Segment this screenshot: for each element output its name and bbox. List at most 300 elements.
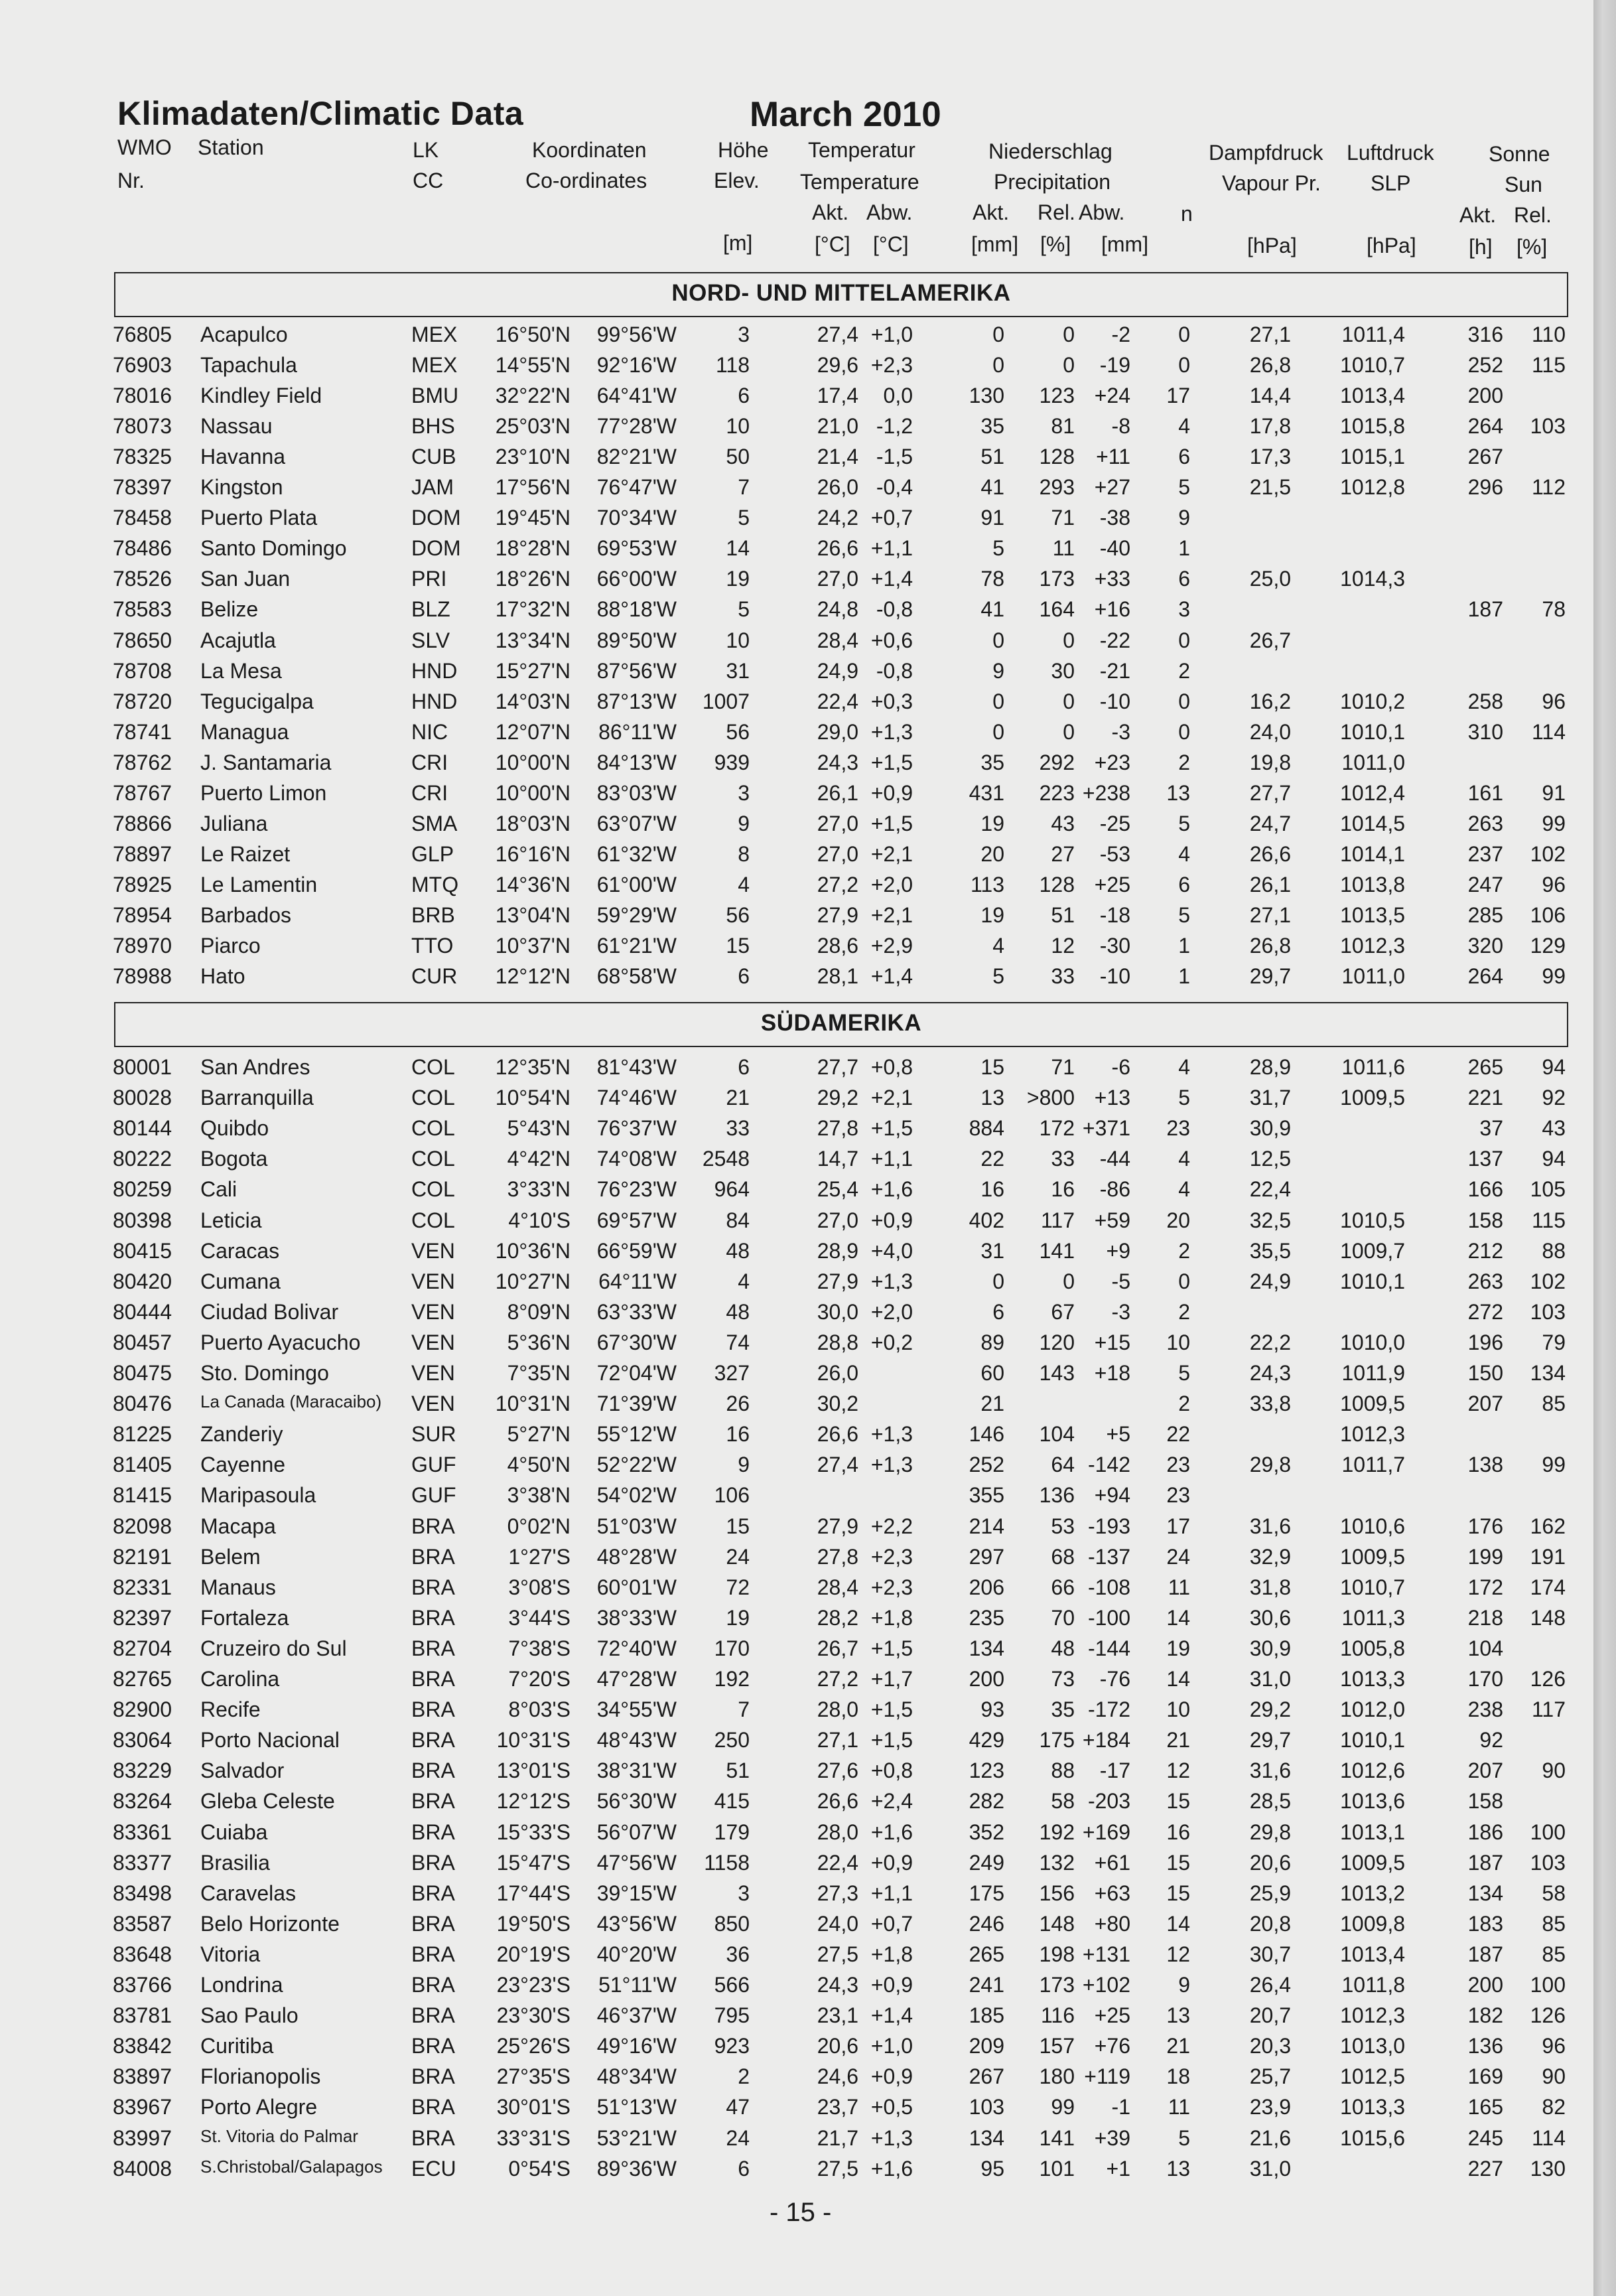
cell-station: Acapulco xyxy=(200,323,288,346)
cell-country: VEN xyxy=(411,1361,455,1385)
cell-temp: 24,3 xyxy=(817,750,858,774)
cell-lon: 47°28'W xyxy=(596,1667,677,1691)
table-row xyxy=(0,1239,1593,1269)
cell-lat: 13°01'S xyxy=(496,1758,571,1783)
cell-wmo: 78925 xyxy=(113,872,172,897)
cell-temp-dev: +2,3 xyxy=(870,353,913,378)
cell-wmo: 80476 xyxy=(113,1392,172,1416)
header-temp-akt: Akt. xyxy=(812,200,849,224)
cell-vapour: 24,9 xyxy=(1249,1269,1291,1293)
cell-lat: 4°10'S xyxy=(508,1208,571,1232)
cell-rain-days: 17 xyxy=(1166,1514,1190,1538)
header-wmo: WMO xyxy=(117,135,172,159)
cell-lon: 99°56'W xyxy=(596,323,677,346)
cell-temp-dev: +1,0 xyxy=(870,2034,913,2058)
cell-sun: 258 xyxy=(1467,689,1503,713)
cell-lat: 8°03'S xyxy=(508,1697,571,1722)
cell-lat: 16°50'N xyxy=(495,323,571,346)
cell-slp: 1010,7 xyxy=(1340,1575,1405,1599)
cell-lat: 14°36'N xyxy=(495,872,571,897)
cell-country: DOM xyxy=(411,506,461,530)
table-row xyxy=(0,597,1593,628)
cell-lat: 23°30'S xyxy=(496,2003,571,2028)
cell-temp-dev: +1,5 xyxy=(870,811,913,835)
cell-elev: 48 xyxy=(726,1299,750,1324)
cell-lon: 64°11'W xyxy=(598,1269,677,1293)
cell-slp: 1010,6 xyxy=(1340,1514,1405,1538)
cell-country: GUF xyxy=(411,1453,456,1477)
cell-prec: 13 xyxy=(980,1086,1004,1110)
cell-lat: 10°00'N xyxy=(495,780,571,805)
header-dampfdruck: Dampfdruck xyxy=(1209,141,1323,165)
cell-vapour: 31,8 xyxy=(1249,1575,1291,1599)
cell-vapour: 14,4 xyxy=(1249,384,1291,408)
section-header-south-america xyxy=(114,1002,1568,1047)
cell-vapour: 20,3 xyxy=(1249,2034,1291,2058)
cell-station: Piarco xyxy=(200,934,261,958)
cell-vapour: 24,3 xyxy=(1249,1361,1291,1385)
cell-country: COL xyxy=(411,1208,455,1232)
cell-vapour: 29,7 xyxy=(1249,1728,1291,1753)
table-row xyxy=(0,1758,1593,1789)
table-row xyxy=(0,1330,1593,1361)
cell-slp: 1013,5 xyxy=(1340,902,1405,927)
header-luftdruck: Luftdruck xyxy=(1347,141,1434,165)
cell-elev: 192 xyxy=(714,1667,750,1691)
cell-elev: 72 xyxy=(726,1575,750,1599)
cell-slp: 1013,4 xyxy=(1340,1942,1405,1966)
cell-country: BRA xyxy=(411,1973,455,1997)
cell-sun: 200 xyxy=(1467,1973,1503,1997)
cell-vapour: 28,9 xyxy=(1249,1055,1291,1079)
cell-elev: 179 xyxy=(714,1820,750,1844)
cell-rain-days: 4 xyxy=(1178,1147,1190,1171)
cell-prec-rel: 68 xyxy=(1051,1544,1075,1569)
table-row xyxy=(0,1208,1593,1239)
cell-lon: 82°21'W xyxy=(596,445,677,469)
cell-prec-dev: -10 xyxy=(1099,964,1130,989)
cell-sun: 207 xyxy=(1467,1392,1503,1416)
cell-wmo: 84008 xyxy=(113,2156,172,2181)
cell-slp: 1010,0 xyxy=(1340,1330,1405,1354)
cell-sun-rel: 85 xyxy=(1542,1911,1566,1936)
cell-country: BRA xyxy=(411,1942,455,1966)
cell-temp: 27,0 xyxy=(817,841,858,866)
cell-elev: 14 xyxy=(726,536,750,561)
cell-rain-days: 11 xyxy=(1168,2095,1190,2119)
table-row xyxy=(0,2003,1593,2034)
cell-sun-rel: 92 xyxy=(1542,1086,1566,1110)
cell-prec-dev: -8 xyxy=(1111,414,1130,439)
cell-lon: 68°58'W xyxy=(596,964,677,989)
cell-prec: 5 xyxy=(992,536,1004,561)
cell-prec-dev: -3 xyxy=(1111,719,1130,744)
header-sun-akt: Akt. xyxy=(1459,203,1497,227)
cell-temp-dev: +1,3 xyxy=(870,1453,913,1477)
cell-lon: 34°55'W xyxy=(596,1697,677,1722)
cell-country: VEN xyxy=(411,1269,455,1293)
cell-vapour: 20,6 xyxy=(1249,1850,1291,1875)
cell-lon: 51°11'W xyxy=(598,1973,677,1997)
cell-country: COL xyxy=(411,1055,455,1079)
cell-prec-dev: +169 xyxy=(1082,1820,1130,1844)
cell-temp-dev: +2,1 xyxy=(870,902,913,927)
header-prec-akt: Akt. xyxy=(973,200,1010,224)
cell-lat: 23°23'S xyxy=(496,1973,571,1997)
cell-sun: 169 xyxy=(1467,2064,1503,2089)
cell-vapour: 25,7 xyxy=(1249,2064,1291,2089)
cell-sun-rel: 85 xyxy=(1542,1942,1566,1966)
cell-vapour: 19,8 xyxy=(1249,750,1291,774)
cell-temp: 27,6 xyxy=(817,1758,858,1783)
cell-lon: 87°56'W xyxy=(596,658,677,683)
cell-lat: 13°04'N xyxy=(495,902,571,927)
cell-slp: 1010,7 xyxy=(1340,353,1405,378)
cell-temp: 30,2 xyxy=(817,1392,858,1416)
cell-sun: 172 xyxy=(1467,1575,1503,1599)
cell-slp: 1009,5 xyxy=(1340,1392,1405,1416)
cell-rain-days: 13 xyxy=(1166,2156,1190,2181)
cell-prec-rel: 198 xyxy=(1039,1942,1075,1966)
table-row xyxy=(0,1361,1593,1392)
cell-vapour: 31,0 xyxy=(1249,1667,1291,1691)
cell-prec: 429 xyxy=(969,1728,1004,1753)
cell-elev: 964 xyxy=(714,1177,750,1202)
cell-vapour: 24,0 xyxy=(1249,719,1291,744)
cell-temp-dev: +1,3 xyxy=(870,1269,913,1293)
cell-temp-dev: +1,1 xyxy=(870,1881,913,1905)
cell-elev: 923 xyxy=(714,2034,750,2058)
header-sun-unit-akt: [h] xyxy=(1469,235,1493,259)
cell-temp: 27,3 xyxy=(817,1881,858,1905)
cell-prec-dev: -108 xyxy=(1087,1575,1130,1599)
table-row xyxy=(0,1881,1593,1912)
cell-country: SUR xyxy=(411,1422,456,1447)
cell-sun: 296 xyxy=(1467,475,1503,500)
table-row xyxy=(0,414,1593,445)
cell-lon: 74°46'W xyxy=(596,1086,677,1110)
cell-vapour: 30,7 xyxy=(1249,1942,1291,1966)
cell-wmo: 82765 xyxy=(113,1667,172,1691)
cell-prec-dev: +23 xyxy=(1094,750,1130,774)
cell-rain-days: 0 xyxy=(1178,719,1190,744)
cell-lon: 70°34'W xyxy=(596,506,677,530)
cell-station: Puerto Ayacucho xyxy=(200,1330,361,1354)
cell-prec-dev: -76 xyxy=(1099,1667,1130,1691)
cell-wmo: 80222 xyxy=(113,1147,172,1171)
cell-prec-rel: 27 xyxy=(1051,841,1075,866)
cell-sun: 265 xyxy=(1467,1055,1503,1079)
cell-prec-rel: 48 xyxy=(1051,1636,1075,1660)
table-row xyxy=(0,1728,1593,1758)
cell-station: Barbados xyxy=(200,902,291,927)
cell-elev: 5 xyxy=(738,506,750,530)
table-row xyxy=(0,536,1593,567)
cell-lat: 3°38'N xyxy=(507,1483,571,1508)
cell-sun: 176 xyxy=(1467,1514,1503,1538)
cell-elev: 19 xyxy=(726,567,750,591)
cell-rain-days: 4 xyxy=(1178,414,1190,439)
cell-rain-days: 6 xyxy=(1178,872,1190,897)
cell-vapour: 24,7 xyxy=(1249,811,1291,835)
cell-wmo: 81405 xyxy=(113,1453,172,1477)
cell-station: Manaus xyxy=(200,1575,276,1599)
cell-sun-rel: 99 xyxy=(1542,811,1566,835)
header-slp-unit: [hPa] xyxy=(1367,234,1416,257)
cell-temp-dev: +0,9 xyxy=(870,1850,913,1875)
cell-lat: 12°12'S xyxy=(496,1789,571,1814)
table-row xyxy=(0,873,1593,903)
header-temperature: Temperature xyxy=(800,170,919,194)
header-sonne: Sonne xyxy=(1489,142,1550,166)
cell-rain-days: 5 xyxy=(1178,475,1190,500)
cell-lat: 12°07'N xyxy=(495,719,571,744)
cell-lat: 10°27'N xyxy=(495,1269,571,1293)
cell-prec: 175 xyxy=(969,1881,1004,1905)
cell-sun-rel: 100 xyxy=(1530,1973,1566,1997)
cell-wmo: 80028 xyxy=(113,1086,172,1110)
table-row xyxy=(0,1422,1593,1453)
table-row xyxy=(0,1055,1593,1086)
cell-sun-rel: 79 xyxy=(1542,1330,1566,1354)
cell-wmo: 78720 xyxy=(113,689,172,713)
cell-prec-rel: 292 xyxy=(1039,750,1075,774)
cell-lon: 67°30'W xyxy=(596,1330,677,1354)
cell-rain-days: 23 xyxy=(1166,1483,1190,1508)
cell-elev: 33 xyxy=(726,1116,750,1141)
cell-sun-rel: 148 xyxy=(1530,1605,1566,1630)
cell-prec-rel: 141 xyxy=(1039,2125,1075,2150)
header-temp-unit-abw: [°C] xyxy=(873,232,909,256)
cell-temp: 23,1 xyxy=(817,2003,858,2028)
cell-prec: 134 xyxy=(969,2125,1004,2150)
cell-temp-dev: +1,5 xyxy=(870,1697,913,1722)
cell-slp: 1011,0 xyxy=(1341,964,1405,989)
cell-temp: 28,0 xyxy=(817,1697,858,1722)
header-prec-unit-akt: [mm] xyxy=(971,232,1019,256)
cell-station: San Andres xyxy=(200,1055,310,1079)
cell-station: Cayenne xyxy=(200,1453,286,1477)
cell-lon: 56°07'W xyxy=(596,1820,677,1844)
cell-temp: 24,9 xyxy=(817,658,858,683)
table-row xyxy=(0,628,1593,659)
header-lk: LK xyxy=(413,138,439,162)
cell-prec-rel: 128 xyxy=(1039,445,1075,469)
cell-temp: 28,9 xyxy=(817,1238,858,1263)
cell-lat: 14°55'N xyxy=(495,353,571,378)
table-row xyxy=(0,1575,1593,1606)
cell-lon: 66°59'W xyxy=(596,1238,677,1263)
cell-prec: 16 xyxy=(980,1177,1004,1202)
table-row xyxy=(0,1942,1593,1973)
cell-rain-days: 0 xyxy=(1178,323,1190,346)
cell-slp: 1015,6 xyxy=(1340,2125,1405,2150)
cell-temp: 28,0 xyxy=(817,1820,858,1844)
cell-sun-rel: 106 xyxy=(1530,902,1566,927)
cell-prec-dev: -1 xyxy=(1111,2095,1130,2119)
cell-station: Gleba Celeste xyxy=(200,1789,335,1814)
cell-country: COL xyxy=(411,1086,455,1110)
cell-slp: 1013,3 xyxy=(1340,1667,1405,1691)
cell-temp-dev: +1,8 xyxy=(870,1605,913,1630)
cell-country: BRA xyxy=(411,1514,455,1538)
cell-prec-rel: 143 xyxy=(1039,1361,1075,1385)
cell-prec-dev: +15 xyxy=(1094,1330,1130,1354)
cell-temp-dev: +1,8 xyxy=(870,1942,913,1966)
cell-country: BRA xyxy=(411,1850,455,1875)
cell-prec-dev: -137 xyxy=(1087,1544,1130,1569)
cell-vapour: 26,7 xyxy=(1249,628,1291,652)
cell-temp: 26,6 xyxy=(817,536,858,561)
cell-wmo: 80420 xyxy=(113,1269,172,1293)
cell-elev: 10 xyxy=(726,414,750,439)
header-sun-unit-rel: [%] xyxy=(1516,235,1548,259)
cell-slp: 1013,8 xyxy=(1340,872,1405,897)
cell-prec: 19 xyxy=(980,811,1004,835)
cell-vapour: 27,7 xyxy=(1249,780,1291,805)
cell-vapour: 28,5 xyxy=(1249,1789,1291,1814)
cell-temp-dev: +2,1 xyxy=(870,1086,913,1110)
cell-prec-rel: 173 xyxy=(1039,1973,1075,1997)
cell-rain-days: 16 xyxy=(1166,1820,1190,1844)
cell-station: Puerto Limon xyxy=(200,780,327,805)
header-temperatur: Temperatur xyxy=(808,138,915,162)
cell-temp-dev: +1,3 xyxy=(870,1422,913,1447)
cell-elev: 7 xyxy=(738,475,750,500)
cell-station: Curitiba xyxy=(200,2034,274,2058)
cell-wmo: 78458 xyxy=(113,506,172,530)
cell-prec-rel: 123 xyxy=(1039,384,1075,408)
cell-vapour: 31,6 xyxy=(1249,1758,1291,1783)
cell-sun: 264 xyxy=(1467,414,1503,439)
cell-station: Barranquilla xyxy=(200,1086,314,1110)
cell-temp: 27,4 xyxy=(817,1453,858,1477)
cell-vapour: 26,1 xyxy=(1249,872,1291,897)
cell-elev: 2 xyxy=(738,2064,750,2089)
cell-rain-days: 14 xyxy=(1166,1605,1190,1630)
cell-country: BRA xyxy=(411,1881,455,1905)
cell-vapour: 26,8 xyxy=(1249,934,1291,958)
header-prec-n: n xyxy=(1181,202,1193,226)
cell-vapour: 20,7 xyxy=(1249,2003,1291,2028)
cell-temp-dev: +1,6 xyxy=(870,1820,913,1844)
cell-temp: 24,3 xyxy=(817,1973,858,1997)
cell-prec: 22 xyxy=(980,1147,1004,1171)
cell-wmo: 80457 xyxy=(113,1330,172,1354)
cell-lon: 51°13'W xyxy=(596,2095,677,2119)
cell-lon: 54°02'W xyxy=(596,1483,677,1508)
cell-prec-dev: -19 xyxy=(1099,353,1130,378)
cell-slp: 1012,6 xyxy=(1340,1758,1405,1783)
cell-elev: 170 xyxy=(714,1636,750,1660)
cell-wmo: 80415 xyxy=(113,1238,172,1263)
cell-wmo: 82331 xyxy=(113,1575,172,1599)
cell-rain-days: 6 xyxy=(1178,567,1190,591)
cell-prec-dev: -172 xyxy=(1087,1697,1130,1722)
cell-lon: 86°11'W xyxy=(598,719,677,744)
table-row xyxy=(0,1697,1593,1728)
cell-prec-rel: 128 xyxy=(1039,872,1075,897)
cell-prec-rel: 88 xyxy=(1051,1758,1075,1783)
cell-prec-rel: 66 xyxy=(1051,1575,1075,1599)
cell-prec-dev: -22 xyxy=(1099,628,1130,652)
cell-country: VEN xyxy=(411,1330,455,1354)
cell-temp-dev: 0,0 xyxy=(883,384,913,408)
cell-station: Belem xyxy=(200,1544,261,1569)
cell-country: DOM xyxy=(411,536,461,561)
cell-prec-rel: 35 xyxy=(1051,1697,1075,1722)
cell-prec: 431 xyxy=(969,780,1004,805)
cell-slp: 1005,8 xyxy=(1340,1636,1405,1660)
cell-lat: 20°19'S xyxy=(496,1942,571,1966)
cell-prec: 134 xyxy=(969,1636,1004,1660)
cell-prec: 15 xyxy=(980,1055,1004,1079)
cell-prec-dev: -53 xyxy=(1099,841,1130,866)
cell-prec-rel: 104 xyxy=(1039,1422,1075,1447)
cell-vapour: 26,6 xyxy=(1249,841,1291,866)
cell-temp: 22,4 xyxy=(817,1850,858,1875)
cell-prec-dev: -142 xyxy=(1087,1453,1130,1477)
table-row xyxy=(0,659,1593,689)
cell-temp: 27,5 xyxy=(817,1942,858,1966)
cell-wmo: 78866 xyxy=(113,811,172,835)
cell-prec-dev: +59 xyxy=(1094,1208,1130,1232)
cell-prec: 123 xyxy=(969,1758,1004,1783)
cell-temp: 27,7 xyxy=(817,1055,858,1079)
cell-lon: 69°53'W xyxy=(596,536,677,561)
header-sun: Sun xyxy=(1505,173,1542,196)
cell-rain-days: 9 xyxy=(1178,1973,1190,1997)
cell-rain-days: 1 xyxy=(1178,964,1190,989)
cell-temp-dev: +0,3 xyxy=(870,689,913,713)
cell-prec-rel: 64 xyxy=(1051,1453,1075,1477)
header-precipitation: Precipitation xyxy=(994,170,1111,194)
cell-elev: 31 xyxy=(726,658,750,683)
cell-sun-rel: 85 xyxy=(1542,1392,1566,1416)
cell-country: CUR xyxy=(411,964,458,989)
cell-elev: 56 xyxy=(726,719,750,744)
cell-sun: 199 xyxy=(1467,1544,1503,1569)
cell-prec-dev: -2 xyxy=(1111,323,1130,346)
cell-prec-dev: +63 xyxy=(1094,1881,1130,1905)
cell-lat: 7°38'S xyxy=(508,1636,571,1660)
cell-vapour: 35,5 xyxy=(1249,1238,1291,1263)
cell-sun-rel: 88 xyxy=(1542,1238,1566,1263)
cell-sun-rel: 103 xyxy=(1530,414,1566,439)
cell-station: Cali xyxy=(200,1177,237,1202)
cell-elev: 19 xyxy=(726,1605,750,1630)
cell-lat: 18°28'N xyxy=(495,536,571,561)
cell-prec: 41 xyxy=(980,475,1004,500)
cell-sun-rel: 105 xyxy=(1530,1177,1566,1202)
cell-lat: 15°33'S xyxy=(496,1820,571,1844)
cell-temp-dev: +1,4 xyxy=(870,567,913,591)
table-row xyxy=(0,1392,1593,1422)
cell-slp: 1010,5 xyxy=(1340,1208,1405,1232)
cell-vapour: 26,4 xyxy=(1249,1973,1291,1997)
cell-prec-rel: 53 xyxy=(1051,1514,1075,1538)
cell-elev: 3 xyxy=(738,780,750,805)
cell-sun-rel: 162 xyxy=(1530,1514,1566,1538)
cell-temp-dev: +1,6 xyxy=(870,2156,913,2181)
cell-station: St. Vitoria do Palmar xyxy=(200,2125,358,2146)
cell-sun-rel: 102 xyxy=(1530,841,1566,866)
cell-prec-dev: +102 xyxy=(1082,1973,1130,1997)
cell-lat: 30°01'S xyxy=(496,2095,571,2119)
cell-station: J. Santamaria xyxy=(200,750,332,774)
cell-elev: 26 xyxy=(726,1392,750,1416)
cell-country: BRA xyxy=(411,1820,455,1844)
